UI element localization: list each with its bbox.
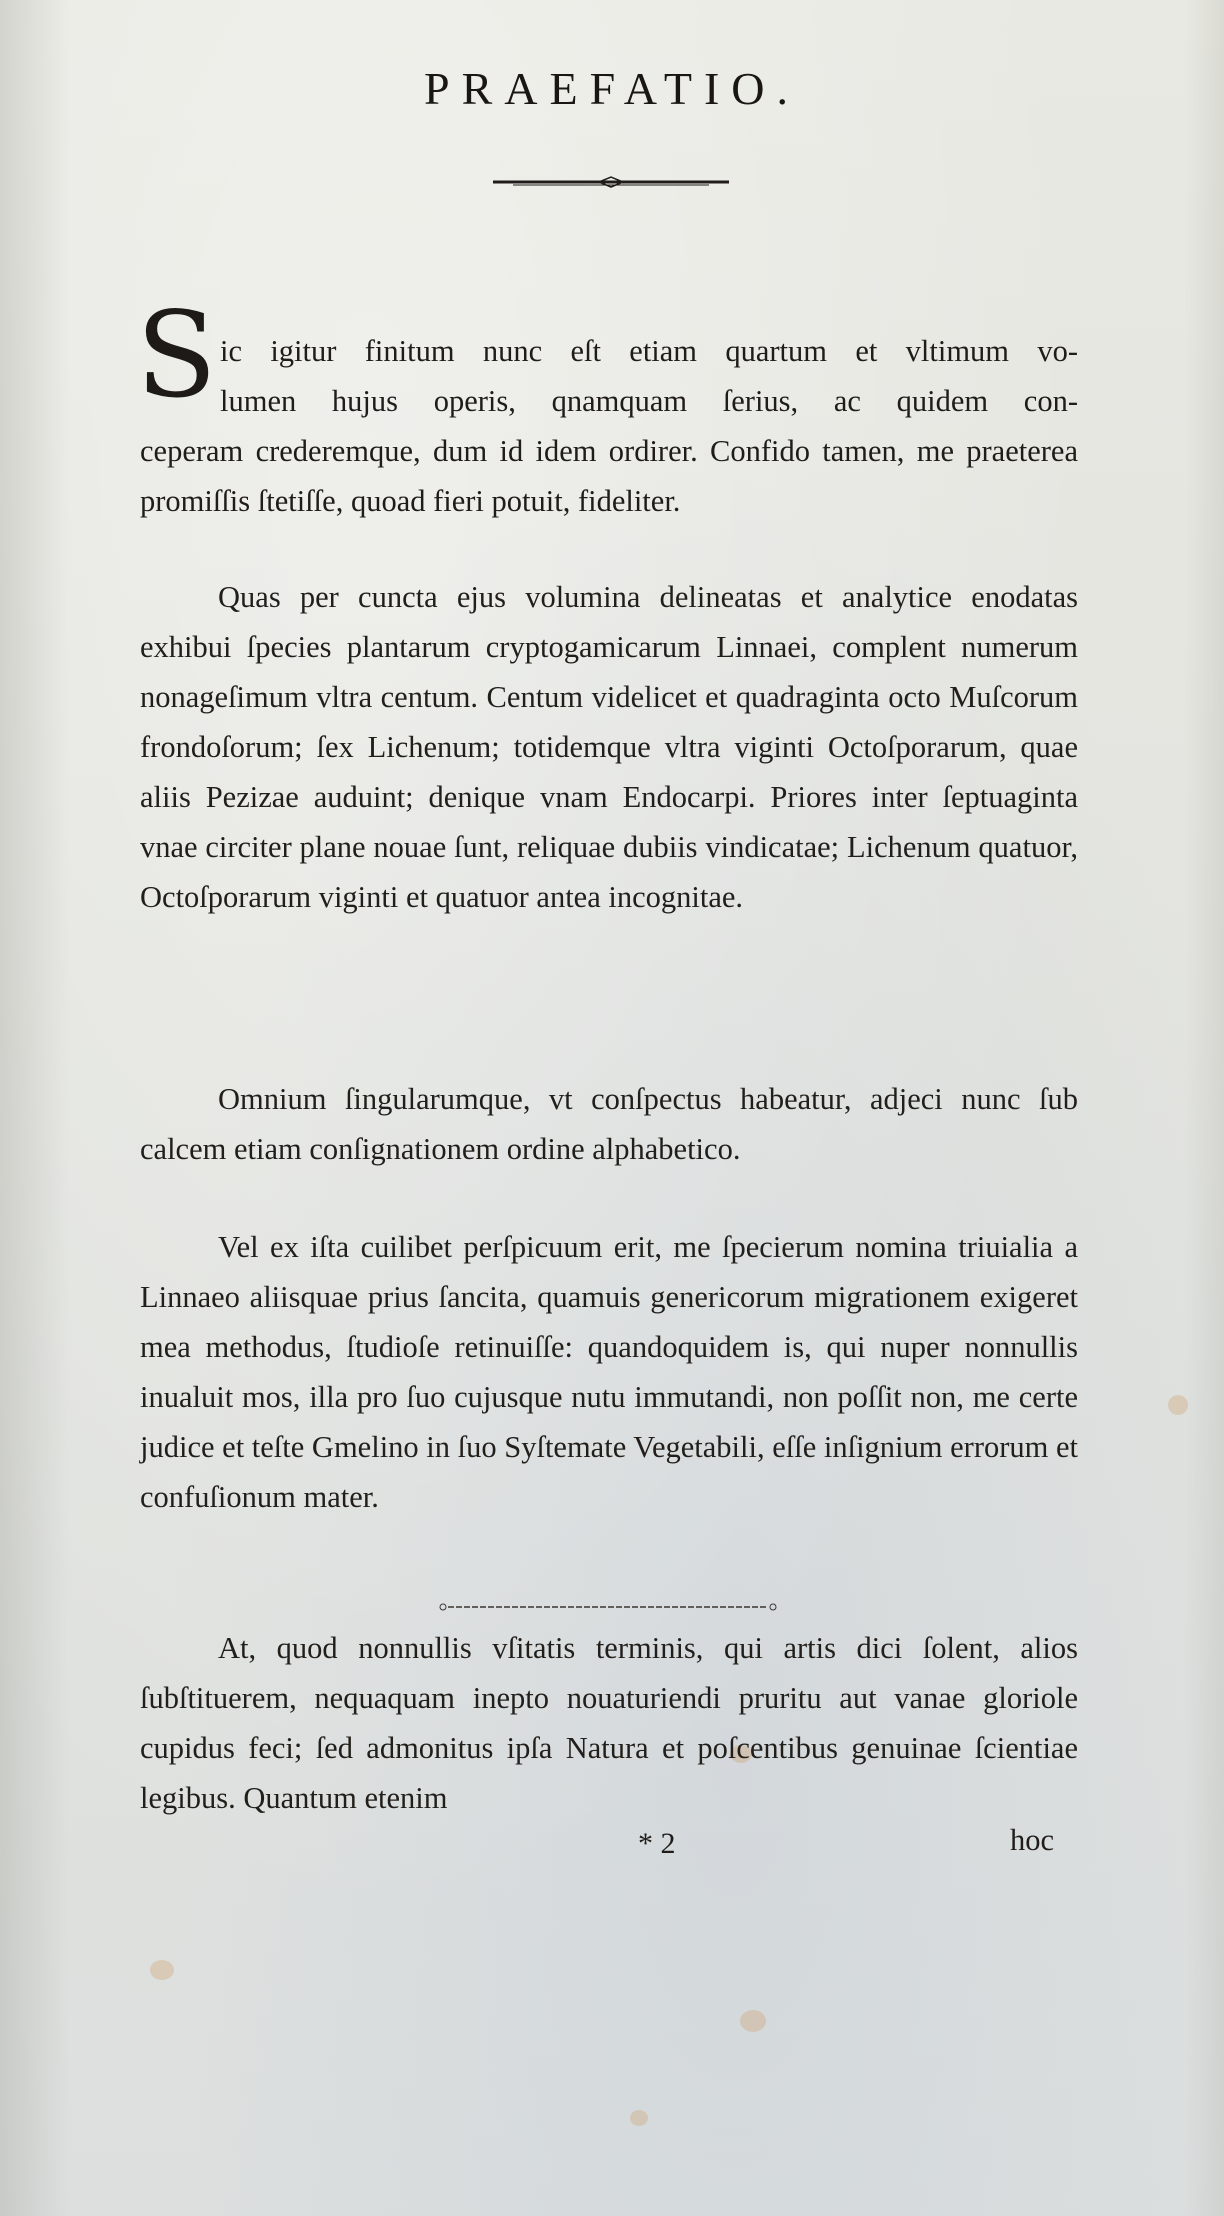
- paragraph-1-rest: ceperam crederemque, dum id idem ordirer. Confido tamen, me praeterea promiſſis ſtetiſſe, quoad fieri potuit, fideliter.: [140, 434, 1078, 518]
- title-ornament-rule: [493, 176, 729, 188]
- paragraph-4: Vel ex iſta cuilibet perſpicuum erit, me ſpecierum nomina triuialia a Linnaeo aliisquae prius ſancita, quamuis genericorum migrationem exigeret mea methodus, ſtudioſe retinuiſſe: quandoquidem is, qui nuper nonnullis inualuit mos, illa pro ſuo cujusque nutu immutandi, non poſſit non, me certe judice et teſte Gmelino in ſuo Syſtemate Vegetabili, eſſe inſignium errorum et confuſionum mater.: [140, 1230, 1078, 1514]
- paragraph-5: At, quod nonnullis vſitatis terminis, qui artis dici ſolent, alios ſubſtituerem, nequaquam inepto nouaturiendi pruritu aut vanae gloriole cupidus feci; ſed admonitus ipſa Natura et poſcentibus genuinae ſcientiae legibus. Quantum etenim: [140, 1631, 1078, 1815]
- catchword: hoc: [1010, 1823, 1055, 1857]
- foxing-spot: [630, 2110, 648, 2126]
- paragraph-2: Quas per cuncta ejus volumina delineatas et analytice enodatas exhibui ſpecies plantarum cryptogamicarum Linnaei, complent numerum nonageſimum vltra centum. Centum videlicet et quadraginta octo Muſcorum frondoſorum; ſex Lichenum; totidemque vltra viginti Octoſporarum, quae aliis Pezizae auduint; denique vnam Endocarpi. Priores inter ſeptuaginta vnae circiter plane nouae ſunt, reliquae dubiis vindicatae; Lichenum quatuor, Octoſporarum viginti et quatuor antea incognitae.: [140, 580, 1078, 914]
- foxing-spot: [1168, 1395, 1188, 1415]
- foxing-spot: [150, 1960, 174, 1980]
- foxing-spot: [740, 2010, 766, 2032]
- signature-mark: * 2: [638, 1827, 676, 1860]
- section-divider: [438, 1602, 778, 1612]
- page-title: PRAEFATIO.: [423, 63, 800, 114]
- drop-capital: S: [136, 286, 217, 424]
- paragraph-1-line-2: lumen hujus operis, qnamquam ſerius, ac quidem con-: [220, 384, 1078, 418]
- paragraph-1-line-1: ic igitur finitum nunc eſt etiam quartum et vltimum vo-: [220, 334, 1078, 368]
- paragraph-3: Omnium ſingularumque, vt conſpectus habeatur, adjeci nunc ſub calcem etiam conſignationem ordine alphabetico.: [140, 1082, 1078, 1166]
